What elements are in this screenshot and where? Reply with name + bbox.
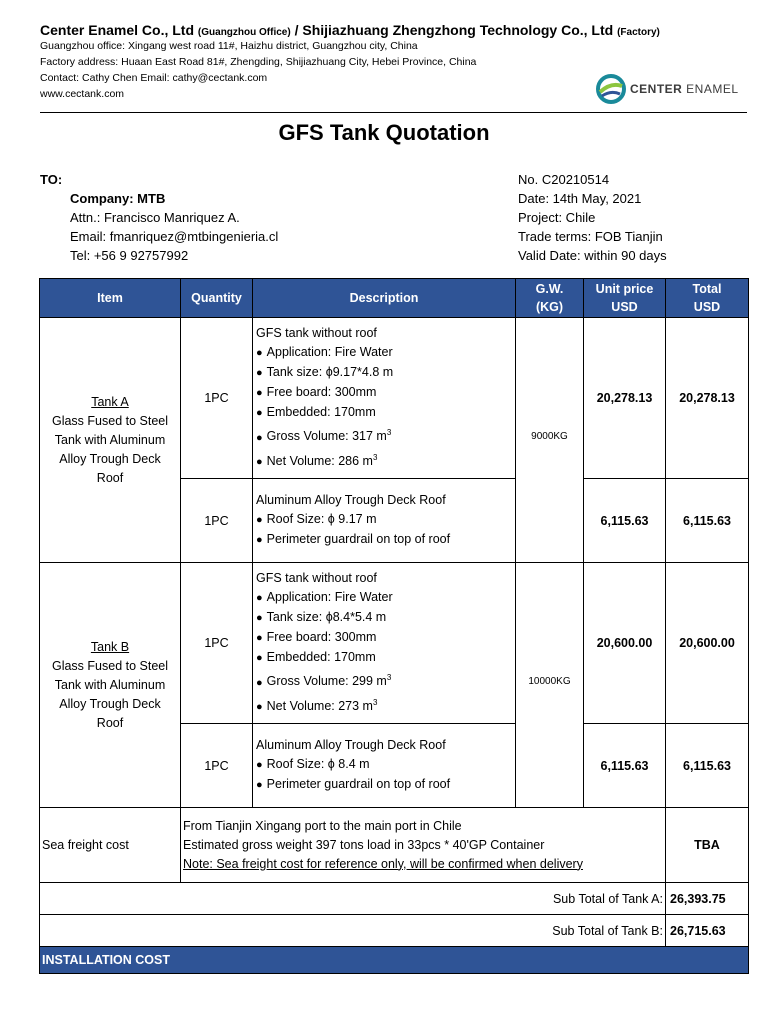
subtotal-a-row (40, 883, 749, 915)
recipient-email: Email: fmanriquez@mtbingenieria.cl (70, 229, 279, 244)
tank-a-desc-line: Alloy Trough Deck (59, 451, 161, 466)
company-a-name: Center Enamel Co., Ltd (40, 22, 195, 38)
tank-b-roof-total: 6,115.63 (666, 724, 749, 808)
desc-bullet: ● Application: Fire Water (256, 343, 515, 363)
tank-a-roof-description (253, 479, 516, 563)
tank-a-roof-unit-price: 6,115.63 (584, 479, 666, 563)
tank-a-qty: 1PC (181, 318, 253, 479)
desc-bullet: ● Free board: 300mm (256, 383, 515, 403)
company-a-note: (Guangzhou Office) (197, 27, 291, 38)
sea-freight-description (181, 808, 666, 883)
installation-row (40, 947, 749, 974)
col-header-description: Description (253, 279, 516, 318)
tank-a-desc-line: Roof (96, 470, 124, 485)
tank-b-desc-line: Roof (96, 715, 124, 730)
quotation-reference-block (518, 170, 667, 265)
recipient-attn: Attn.: Francisco Manriquez A. (70, 210, 240, 225)
subtotal-b-row (40, 915, 749, 947)
tank-b-total: 20,600.00 (666, 563, 749, 724)
table-header-row (40, 279, 749, 318)
tank-b-desc-line: Alloy Trough Deck (59, 696, 161, 711)
table-row (40, 318, 749, 479)
tank-a-unit-price: 20,278.13 (584, 318, 666, 479)
valid-date: Valid Date: within 90 days (518, 248, 667, 263)
tank-b-desc-line: Tank with Aluminum (54, 677, 166, 692)
quotation-number: No. C20210514 (518, 172, 610, 187)
tank-b-gross-weight: 10000KG (516, 563, 584, 808)
subtotal-a-value: 26,393.75 (666, 883, 749, 915)
company-separator: / (290, 22, 303, 38)
website-link[interactable]: www.cectank.com (40, 88, 125, 100)
subtotal-a-label: Sub Total of Tank A: (40, 883, 666, 915)
to-label: TO: (40, 172, 63, 187)
desc-title: Aluminum Alloy Trough Deck Roof (256, 738, 446, 752)
quotation-date: Date: 14th May, 2021 (518, 191, 642, 206)
desc-title: GFS tank without roof (256, 326, 377, 341)
project-name: Project: Chile (518, 210, 596, 225)
recipient-tel: Tel: +56 9 92757992 (70, 248, 189, 263)
tank-b-desc-line: Glass Fused to Steel (51, 658, 169, 673)
tank-b-roof-description (253, 724, 516, 808)
tank-a-total: 20,278.13 (666, 318, 749, 479)
desc-bullet: ● Perimeter guardrail on top of roof (256, 775, 515, 795)
desc-bullet: ● Net Volume: 273 $m^3$ (256, 693, 515, 717)
tank-a-desc-line: Glass Fused to Steel (51, 413, 169, 428)
trade-terms: Trade terms: FOB Tianjin (518, 229, 663, 244)
tank-a-desc-line: Tank with Aluminum (54, 432, 166, 447)
freight-line: From Tianjin Xingang port to the main port in Chile (183, 818, 462, 833)
col-header-unit-price: Unit price USD (584, 279, 666, 318)
tank-a-item (40, 318, 181, 563)
tank-a-roof-total: 6,115.63 (666, 479, 749, 563)
desc-title: GFS tank without roof (256, 571, 377, 586)
recipient-company: Company: MTB (70, 191, 166, 206)
table-row (40, 563, 749, 724)
col-header-item: Item (40, 279, 181, 318)
desc-bullet: ● Roof Size: ϕ 9.17 m (256, 510, 515, 530)
subtotal-b-label: Sub Total of Tank B: (40, 915, 666, 947)
tank-a-gross-weight: 9000KG (516, 318, 584, 563)
guangzhou-office-address: Guangzhou office: Xingang west road 11#, Haizhu district, Guangzhou city, China (40, 40, 418, 52)
company-b-note: (Factory) (617, 27, 660, 38)
tank-b-unit-price: 20,600.00 (584, 563, 666, 724)
tank-b-description (253, 563, 516, 724)
logo-swirl-icon (596, 74, 626, 104)
page-title: GFS Tank Quotation (278, 120, 490, 145)
freight-line: Estimated gross weight 397 tons load in 33pcs * 40'GP Container (183, 837, 545, 852)
tank-b-item (40, 563, 181, 808)
tank-b-name: Tank B (90, 639, 130, 654)
letterhead-title (40, 22, 740, 38)
desc-bullet: ● Roof Size: ϕ 8.4 m (256, 755, 515, 775)
subtotal-b-value: 26,715.63 (666, 915, 749, 947)
recipient-block (40, 170, 278, 265)
quotation-table (39, 278, 749, 974)
desc-title: Aluminum Alloy Trough Deck Roof (256, 493, 446, 507)
installation-cost-header: INSTALLATION COST (40, 947, 749, 974)
desc-bullet: ● Free board: 300mm (256, 628, 515, 648)
desc-bullet: ● Application: Fire Water (256, 588, 515, 608)
desc-bullet: ● Embedded: 170mm (256, 648, 515, 668)
desc-bullet: ● Net Volume: 286 $m^3$ (256, 448, 515, 472)
tank-a-description (253, 318, 516, 479)
company-b-name: Shijiazhuang Zhengzhong Technology Co., Ltd (302, 22, 614, 38)
logo-wordmark: CENTER ENAMEL (630, 82, 739, 96)
factory-address: Factory address: Huaan East Road 81#, Zhengding, Shijiazhuang City, Hebei Province, China (40, 56, 477, 68)
tank-b-qty: 1PC (181, 563, 253, 724)
desc-bullet: ● Perimeter guardrail on top of roof (256, 530, 515, 550)
sea-freight-row (40, 808, 749, 883)
desc-bullet: ● Tank size: ϕ8.4*5.4 m (256, 608, 515, 628)
col-header-total: Total USD (666, 279, 749, 318)
sea-freight-label: Sea freight cost (40, 808, 181, 883)
contact-line: Contact: Cathy Chen Email: cathy@cectank.com (40, 72, 268, 84)
col-header-quantity: Quantity (181, 279, 253, 318)
tank-b-roof-unit-price: 6,115.63 (584, 724, 666, 808)
tank-a-name: Tank A (91, 394, 129, 409)
header-divider (40, 112, 747, 113)
desc-bullet: ● Gross Volume: 317 $m^3$ (256, 423, 515, 447)
col-header-gw: G.W. (KG) (516, 279, 584, 318)
tank-a-roof-qty: 1PC (181, 479, 253, 563)
sea-freight-value: TBA (666, 808, 749, 883)
desc-bullet: ● Gross Volume: 299 $m^3$ (256, 668, 515, 692)
tank-b-roof-qty: 1PC (181, 724, 253, 808)
freight-note: Note: Sea freight cost for reference only, will be confirmed when delivery (183, 856, 583, 871)
center-enamel-logo (596, 74, 739, 104)
desc-bullet: ● Tank size: ϕ9.17*4.8 m (256, 363, 515, 383)
desc-bullet: ● Embedded: 170mm (256, 403, 515, 423)
